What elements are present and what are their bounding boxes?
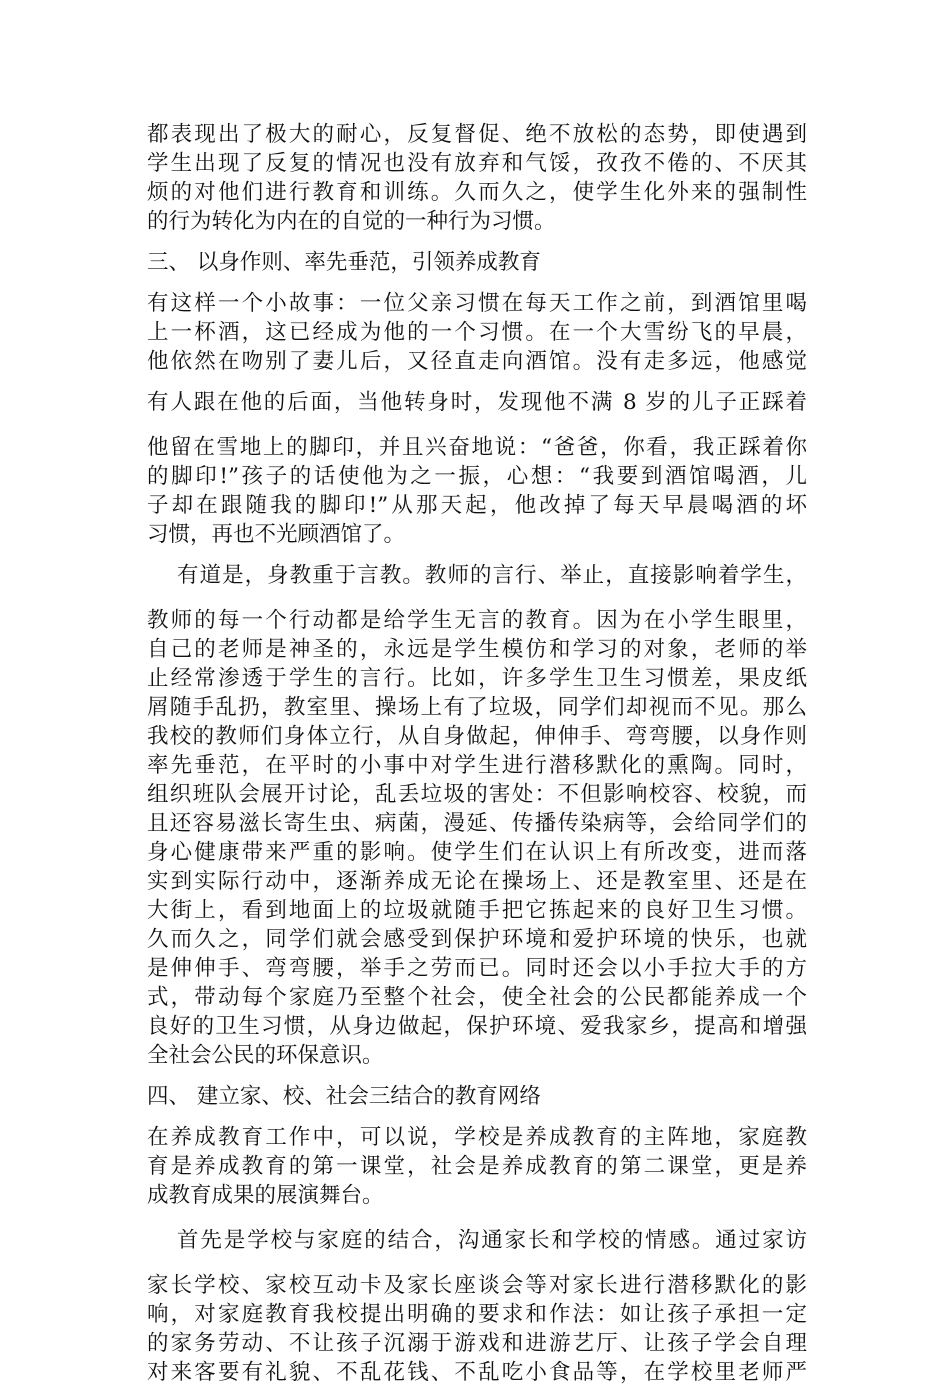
text-line: 对来客要有礼貌、不乱花钱、不乱吃小食品等，在学校里老师严 [147, 1360, 807, 1385]
text-line: 身心健康带来严重的影响。使学生们在认识上有所改变，进而落 [147, 840, 807, 865]
text-line: 大街上，看到地面上的垃圾就随手把它拣起来的良好卫生习惯。 [147, 898, 807, 923]
section-heading: 三、 以身作则、率先垂范，引领养成教育 [147, 250, 541, 275]
document-page [147, 120, 807, 1387]
paragraph-story-start [147, 289, 807, 376]
text-line: 率先垂范，在平时的小事中对学生进行潜移默化的熏陶。同时， [147, 753, 807, 778]
text-line: 子却在跟随我的脚印!”从那天起，他改掉了每天早晨喝酒的坏 [147, 493, 807, 518]
text-line: 育是养成教育的第一课堂，社会是养成教育的第二课堂，更是养 [147, 1154, 807, 1179]
paragraph-teacher-actions [147, 606, 807, 1070]
paragraph-school-family [147, 1226, 807, 1255]
text-line: 有人跟在他的后面，当他转身时，发现他不满 8 岁的儿子正踩着 [147, 390, 807, 415]
paragraph-teaching-by-example [147, 561, 807, 590]
text-line: 在养成教育工作中，可以说，学校是养成教育的主阵地，家庭教 [147, 1125, 807, 1150]
text-line: 止经常渗透于学生的言行。比如，许多学生卫生习惯差，果皮纸 [147, 666, 807, 691]
text-line: 是伸伸手、弯弯腰，举手之劳而已。同时还会以小手拉大手的方 [147, 956, 807, 981]
text-line: 的脚印!”孩子的话使他为之一振，心想：“我要到酒馆喝酒，儿 [147, 464, 807, 489]
text-line: 有这样一个小故事：一位父亲习惯在每天工作之前，到酒馆里喝 [147, 291, 807, 316]
text-line: 教师的每一个行动都是给学生无言的教育。因为在小学生眼里， [147, 608, 807, 633]
text-line: 式，带动每个家庭乃至整个社会，使全社会的公民都能养成一个 [147, 985, 807, 1010]
section-heading-3 [147, 248, 807, 277]
section-heading: 四、 建立家、校、社会三结合的教育网络 [147, 1084, 541, 1109]
text-line: 的行为转化为内在的自觉的一种行为习惯。 [147, 209, 556, 234]
text-line: 家长学校、家校互动卡及家长座谈会等对家长进行潜移默化的影 [147, 1273, 807, 1298]
text-line: 的家务劳动、不让孩子沉溺于游戏和进游艺厅、让孩子学会自理 [147, 1331, 807, 1356]
text-line: 响，对家庭教育我校提出明确的要求和作法：如让孩子承担一定 [147, 1302, 807, 1327]
text-line: 成教育成果的展演舞台。 [147, 1183, 384, 1208]
text-line: 良好的卫生习惯，从身边做起，保护环境、爱我家乡，提高和增强 [147, 1014, 807, 1039]
text-line: 习惯，再也不光顾酒馆了。 [147, 522, 406, 547]
text-line: 他依然在吻别了妻儿后，又径直走向酒馆。没有走多远，他感觉 [147, 349, 807, 374]
text-line: 烦的对他们进行教育和训练。久而久之，使学生化外来的强制性 [147, 180, 807, 205]
text-line: 上一杯酒，这已经成为他的一个习惯。在一个大雪纷飞的早晨， [147, 320, 807, 345]
text-line: 首先是学校与家庭的结合，沟通家长和学校的情感。通过家访 [177, 1228, 807, 1253]
paragraph-education-network [147, 1123, 807, 1210]
text-line: 他留在雪地上的脚印，并且兴奋地说：“爸爸，你看，我正踩着你 [147, 435, 807, 460]
text-line: 且还容易滋长寄生虫、病菌，漫延、传播传染病等，会给同学们的 [147, 811, 807, 836]
text-line: 自己的老师是神圣的，永远是学生模仿和学习的对象，老师的举 [147, 637, 807, 662]
paragraph-story-middle [147, 388, 807, 417]
text-line: 屑随手乱扔，教室里、操场上有了垃圾，同学们却视而不见。那么 [147, 695, 807, 720]
paragraph-parent-school [147, 1271, 807, 1387]
text-line: 有道是，身教重于言教。教师的言行、举止，直接影响着学生， [177, 563, 807, 588]
text-line: 全社会公民的环保意识。 [147, 1043, 384, 1068]
text-line: 组织班队会展开讨论，乱丢垃圾的害处：不但影响校容、校貌，而 [147, 782, 807, 807]
text-line: 我校的教师们身体立行，从自身做起，伸伸手、弯弯腰，以身作则 [147, 724, 807, 749]
section-heading-4 [147, 1082, 807, 1111]
text-line: 都表现出了极大的耐心，反复督促、绝不放松的态势，即使遇到 [147, 122, 807, 147]
text-line: 久而久之，同学们就会感受到保护环境和爱护环境的快乐，也就 [147, 927, 807, 952]
paragraph-habit-patience [147, 120, 807, 236]
text-line: 学生出现了反复的情况也没有放弃和气馁，孜孜不倦的、不厌其 [147, 151, 807, 176]
text-line: 实到实际行动中，逐渐养成无论在操场上、还是教室里、还是在 [147, 869, 807, 894]
paragraph-story-end [147, 433, 807, 549]
